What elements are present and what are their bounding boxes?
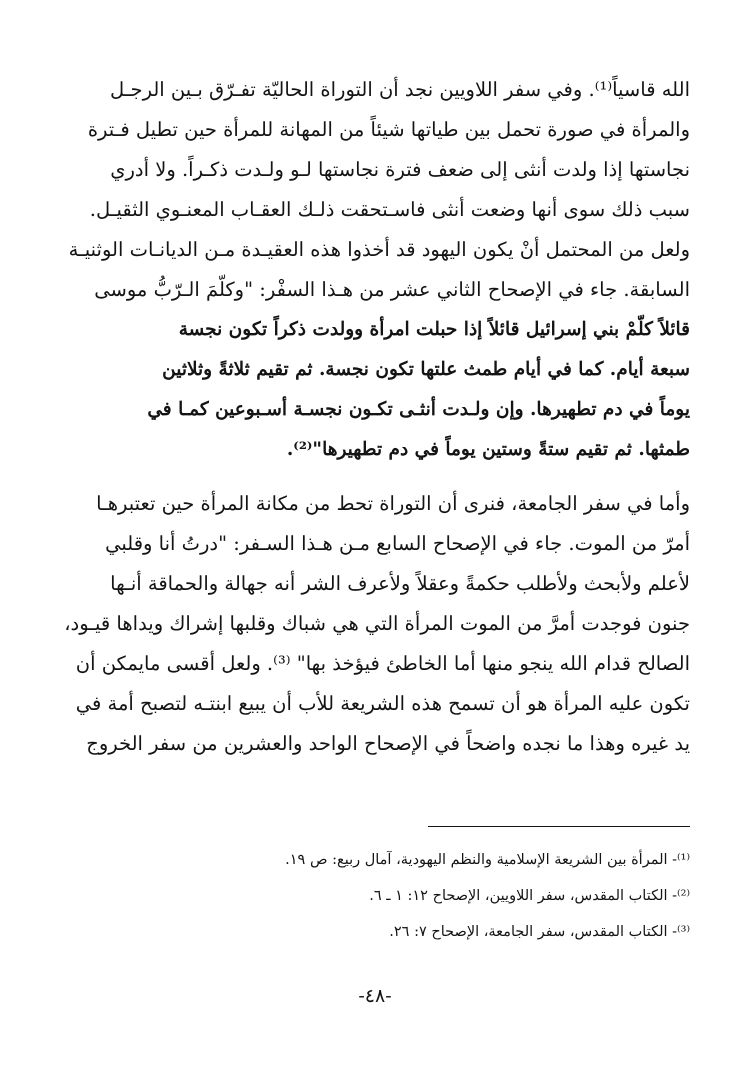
text-line: ولعل من المحتمل أنْ يكون اليهود قد أخذوا هذه العقيـدة مـن الديانـات الوثنيـة (68, 238, 690, 261)
main-text (62, 70, 690, 764)
footnote-divider (428, 826, 690, 827)
quote-line: يوماً في دم تطهيرها. وإن ولـدت أنثـى تكـون نجسـة أسـبوعين كمـا في (147, 399, 690, 420)
text-line: والمرأة في صورة تحمل بين طياتها شيئاً من المهانة للمرأة حين تطيل فـترة (87, 118, 690, 141)
quote-line: سبعة أيام. كما في أيام طمث علتها تكون نجسة. ثم تقيم ثلاثةً وثلاثين (162, 359, 690, 380)
quote-line: طمثها. ثم تقيم ستةً وستين يوماً في دم تطهيرها"⁽²⁾. (286, 439, 690, 460)
footnote-1: ⁽¹⁾- المرأة بين الشريعة الإسلامية والنظم اليهودية، آمال ربيع: ص ١٩. (285, 852, 690, 868)
text-line: جنون فوجدت أمرَّ من الموت المرأة التي هي شباك وقلبها إشراك ويداها قيـود، (64, 612, 690, 635)
paragraph-gap (62, 470, 690, 484)
footnote-3: ⁽³⁾- الكتاب المقدس، سفر الجامعة، الإصحاح ٧: ٢٦. (389, 924, 690, 940)
text-line: الصالح قدام الله ينجو منها أما الخاطئ فيؤخذ بها" ⁽³⁾. ولعل أقسى مايمكن أن (75, 652, 690, 675)
text-line: السابقة. جاء في الإصحاح الثاني عشر من هـذا السفْر: "وكلّمَ الـرّبُّ موسى (94, 278, 690, 301)
text-line: نجاستها إذا ولدت أنثى إلى ضعف فترة نجاستها لـو ولـدت ذكـراً. ولا أدري (110, 158, 690, 181)
quote-line: قائلاً كلّمْ بني إسرائيل قائلاً إذا حبلت امرأة وولدت ذكراً تكون نجسة (178, 319, 690, 340)
text-line: سبب ذلك سوى أنها وضعت أنثى فاسـتحقت ذلـك العقـاب المعنـوي الثقيـل. (89, 198, 690, 221)
text-line: لأعلم ولأبحث ولأطلب حكمةً وعقلاً ولأعرف الشر أنه جهالة والحماقة أنـها (110, 572, 690, 595)
footnote-2: ⁽²⁾- الكتاب المقدس، سفر اللاويين، الإصحاح ١٢: ١ ـ ٦. (369, 888, 690, 904)
text-line: أمرّ من الموت. جاء في الإصحاح السابع مـن هـذا السـفر: "درتُ أنا وقلبي (105, 532, 690, 555)
text-line: وأما في سفر الجامعة، فنرى أن التوراة تحط من مكانة المرأة حين تعتبرهـا (96, 492, 690, 515)
page-number: -٤٨- (358, 985, 392, 1007)
footnotes (150, 842, 690, 950)
text-line: الله قاسياً⁽¹⁾. وفي سفر اللاويين نجد أن التوراة الحاليّة تفـرّق بـين الرجـل (110, 78, 690, 101)
text-line: تكون عليه المرأة هو أن تسمح هذه الشريعة للأب أن يبيع ابنتـه لتصبح أمة في (75, 692, 690, 715)
text-line: يد غيره وهذا ما نجده واضحاً في الإصحاح الواحد والعشرين من سفر الخروج (86, 732, 690, 755)
